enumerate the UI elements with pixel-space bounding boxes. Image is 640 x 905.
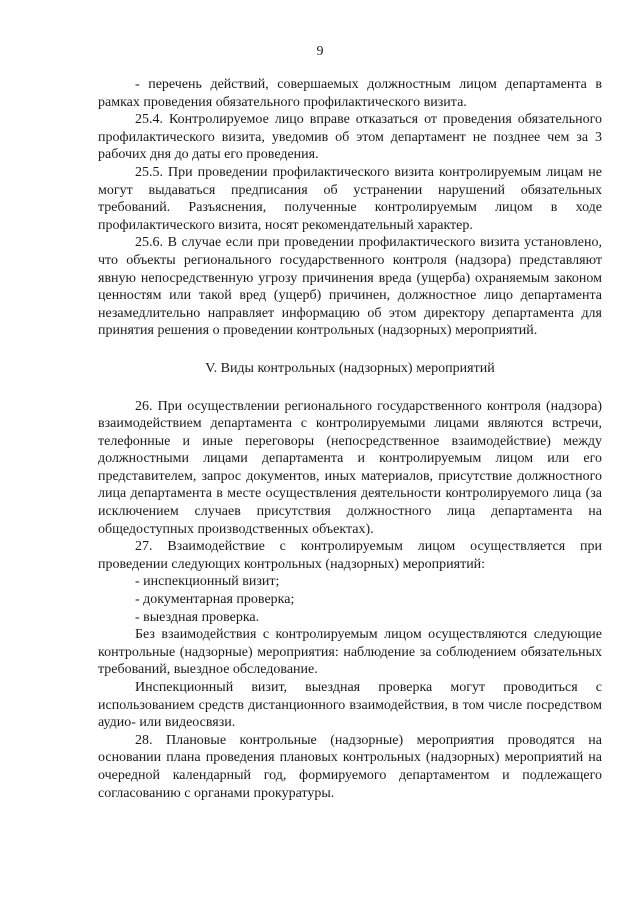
section-heading: V. Виды контрольных (надзорных) мероприятий — [205, 360, 495, 376]
paragraph-27: 27. Взаимодействие с контролируемым лицом осуществляется при проведении следующих контрольных (надзорных) мероприятий: — [98, 539, 602, 572]
list-item: - инспекционный визит; — [135, 574, 280, 590]
document-body — [98, 76, 602, 802]
paragraph-no-interaction: Без взаимодействия с контролируемым лицом осуществляются следующие контрольные (надзорные) мероприятия: наблюдение за соблюдением обязательных требований, выездное обследование. — [98, 627, 602, 678]
paragraph-25-6: 25.6. В случае если при проведении профилактического визита установлено, что объекты регионального государственного контроля (надзора) представляют явную непосредственную угрозу причинения вреда (ущерба) охраняемым законом ценностям или такой вред (ущерб) причинен, должностное лицо департамента незамедлительно направляет информацию об этом директору департамента для принятия решения о проведении контрольных (надзорных) мероприятий. — [98, 235, 602, 339]
spacer — [98, 378, 602, 398]
paragraph-28: 28. Плановые контрольные (надзорные) мероприятия проводятся на основании плана проведения плановых контрольных (надзорных) мероприятий на очередной календарный год, формируемого департаментом и подлежащего согласованию с органами прокуратуры. — [98, 732, 602, 801]
page-number: 9 — [316, 44, 324, 59]
list-item: - выездная проверка. — [135, 609, 260, 625]
paragraph-25-5: 25.5. При проведении профилактического визита контролируемым лицам не могут выдаваться предписания об устранении нарушений обязательных требований. Разъяснения, полученные контролируемым лицом в ходе профилактического визита, носят рекомендательный характер. — [98, 164, 602, 233]
paragraph-action-list: - перечень действий, совершаемых должностным лицом департамента в рамках проведения обязательного профилактического визита. — [98, 77, 602, 110]
paragraph-remote-inspection: Инспекционный визит, выездная проверка могут проводиться с использованием средств дистанционного взаимодействия, в том числе посредством аудио- или видеосвязи. — [98, 680, 602, 731]
paragraph-25-4: 25.4. Контролируемое лицо вправе отказаться от проведения обязательного профилактического визита, уведомив об этом департамент не позднее чем за 3 рабочих дня до даты его проведения. — [98, 112, 602, 163]
spacer — [98, 340, 602, 360]
list-item: - документарная проверка; — [135, 592, 295, 608]
paragraph-26: 26. При осуществлении регионального государственного контроля (надзора) взаимодействием департамента с контролируемыми лицами являются встречи, телефонные и иные переговоры (непосредственное взаимодействие) между должностными лицами департамента и контролируемым лицом или его представителем, запрос документов, иных материалов, присутствие должностного лица департамента в месте осуществления деятельности контролируемого лица (за исключением случаев присутствия должностного лица департамента на общедоступных производственных объектах). — [98, 398, 602, 537]
